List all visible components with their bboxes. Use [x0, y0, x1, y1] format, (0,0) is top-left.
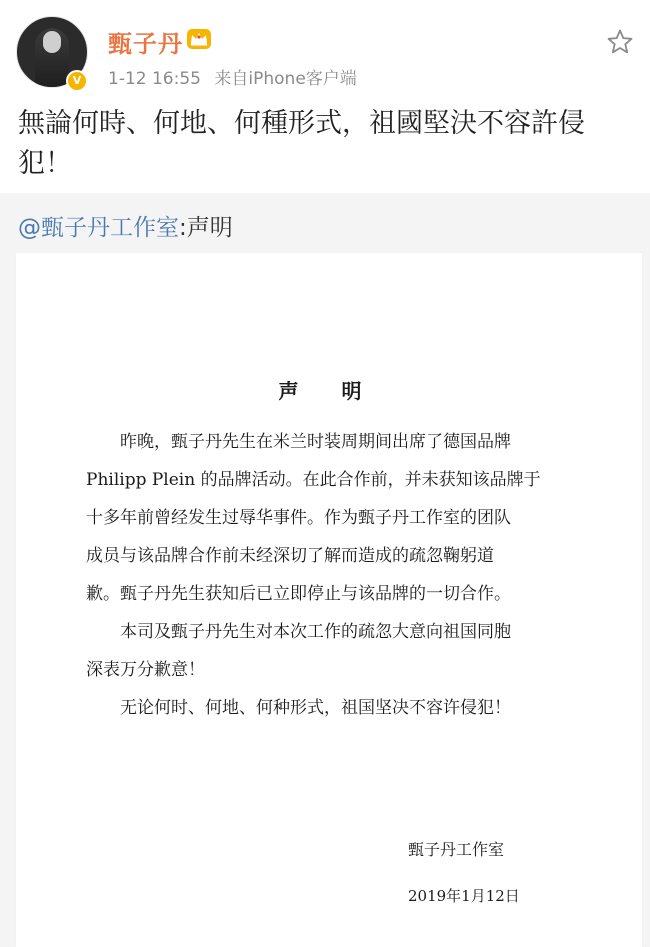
- username[interactable]: 甄子丹: [108, 30, 183, 58]
- verified-badge-icon: V: [66, 70, 88, 92]
- document-paragraph: [86, 423, 606, 613]
- post-text-line: 無論何時、何地、何種形式，祖國堅決不容許侵: [18, 108, 585, 139]
- document-line: 无论何时、何地、何种形式，祖国坚决不容许侵犯！: [120, 698, 511, 718]
- document-title: 声 明: [278, 379, 380, 403]
- document-paragraph: [86, 613, 606, 689]
- document-paragraph: [86, 689, 606, 727]
- repost-header: [18, 209, 233, 242]
- post-header: [0, 0, 650, 100]
- document-line: Philipp Plein 的品牌活动。在此合作前，并未获知该品牌于: [86, 470, 541, 490]
- document-signature: 甄子丹工作室: [408, 840, 505, 859]
- post-text: [18, 104, 628, 184]
- document-line: 歉。甄子丹先生获知后已立即停止与该品牌的一切合作。: [86, 584, 511, 604]
- post-text-line: 犯！: [18, 148, 72, 179]
- document-line: 成员与该品牌合作前未经深切了解而造成的疏忽鞠躬道: [86, 546, 494, 566]
- repost-author-link[interactable]: @甄子丹工作室: [18, 215, 179, 241]
- post-meta: [108, 64, 357, 89]
- post-time: 1-12 16:55: [108, 69, 201, 89]
- star-icon[interactable]: [606, 28, 634, 56]
- document-line: 本司及甄子丹先生对本次工作的疏忽大意向祖国同胞: [120, 622, 511, 642]
- repost-card[interactable]: [0, 193, 650, 947]
- document-line: 深表万分歉意！: [86, 660, 205, 680]
- document-line: 十多年前曾经发生过辱华事件。作为甄子丹工作室的团队: [86, 508, 511, 528]
- avatar-face: [43, 31, 61, 53]
- post-source: 来自iPhone客户端: [214, 69, 357, 89]
- repost-title: 声明: [186, 215, 233, 241]
- repost-separator: :: [179, 215, 187, 241]
- document-line: 昨晚，甄子丹先生在米兰时装周期间出席了德国品牌: [120, 432, 511, 452]
- document-date: 2019年1月12日: [408, 887, 520, 905]
- crown-icon[interactable]: [186, 28, 212, 50]
- statement-image[interactable]: [16, 253, 642, 947]
